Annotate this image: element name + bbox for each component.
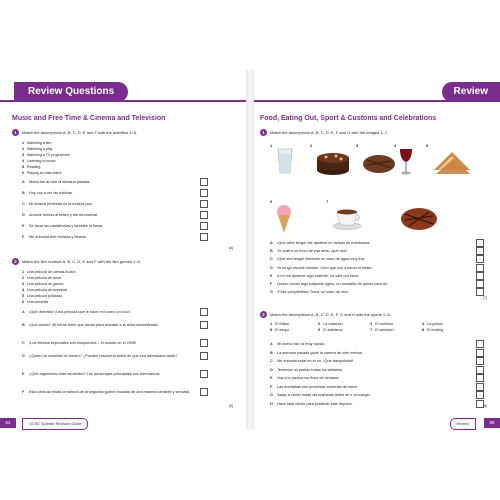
match-item: [270, 266, 373, 270]
match-item-text: ¡Qué calor tengo! Me apetece un helado de frambuesa.: [277, 241, 371, 245]
left-q1-number: 1: [12, 129, 19, 136]
image-number-label: 1: [270, 144, 273, 148]
match-item-letter: F: [22, 235, 25, 239]
steak-image: [362, 152, 396, 174]
match-item: [22, 372, 192, 376]
match-item-letter: C: [22, 202, 25, 206]
sport-item: [370, 322, 393, 326]
sport-number: 8: [422, 328, 425, 332]
match-item: [22, 213, 98, 217]
match-item-text: ¡Qué acción! ¡El héroe tiene que luchar para rescatar a la reina secuestrada!: [29, 323, 158, 327]
match-item-letter: F: [270, 282, 273, 286]
right-q2-instruction: Match the descriptions A, B, C, D, E, F, G and H with the sports 1–8.: [270, 312, 391, 317]
left-page: [0, 70, 246, 430]
image-number-label: 3: [356, 144, 359, 148]
match-item-text: Esta película relata la historia de la segunda guerra mundial de una manera sensible y sensata.: [29, 390, 190, 394]
match-item-letter: E: [270, 273, 273, 278]
image-number-label: 6: [270, 200, 273, 204]
genre-number: 2: [22, 276, 24, 280]
match-item-letter: G: [270, 290, 273, 295]
match-item-text: ¡Feliz cumpleaños! Toma, un vaso de vino.: [277, 290, 349, 295]
match-item-letter: B: [270, 249, 273, 254]
coffee-cup-image: [332, 206, 362, 230]
match-item: [22, 191, 73, 195]
answer-box[interactable]: [200, 233, 208, 241]
right-header-title: Review: [442, 82, 500, 102]
answer-box[interactable]: [476, 391, 484, 399]
match-item-letter: F: [270, 384, 273, 389]
book-spread: [0, 70, 500, 430]
match-item-text: Yo tengo mucha hambre. Creo que voy a tomar el bistec.: [277, 265, 373, 270]
match-item-text: Me encanta leer revistas y tebeos.: [29, 235, 87, 239]
answer-box[interactable]: [476, 264, 484, 272]
right-q1-instruction: Match the descriptions A, B, C, D, E, F and G with the images 1–7.: [270, 130, 389, 135]
match-item: [270, 368, 343, 372]
match-item: [270, 351, 363, 355]
match-item-letter: F: [22, 390, 25, 394]
left-q1-instruction: Match the descriptions A, B, C, D, E and F with the activities 1–6.: [22, 130, 138, 135]
match-item-text: Sé tocar las castañuelas y también la flauta.: [29, 224, 104, 228]
sport-number: 4: [422, 322, 425, 326]
sport-name: El footing: [427, 328, 443, 332]
right-page: [254, 70, 500, 430]
sport-number: 2: [318, 322, 321, 326]
left-q2-instruction: Match the film reviews A, B, C, D, E and F with the film genres 1–6.: [22, 259, 141, 264]
answer-box[interactable]: [476, 366, 484, 374]
answer-box[interactable]: [200, 222, 208, 230]
cheese-sandwich-image: [432, 150, 472, 176]
match-item: [270, 290, 349, 294]
answer-box[interactable]: [476, 383, 484, 391]
book-gutter: [246, 70, 254, 430]
match-item: [22, 390, 192, 394]
genre-text: Una comedia: [27, 300, 49, 304]
sport-item: [318, 322, 343, 326]
sport-name: El windsurf: [375, 328, 394, 332]
match-item-letter: E: [270, 376, 273, 380]
match-item-text: Yo quiero un trozo de esa tarta, ¡qué rica!: [277, 249, 347, 254]
answer-box[interactable]: [476, 374, 484, 382]
image-number-label: 2: [310, 144, 313, 148]
match-item-letter: B: [270, 350, 273, 355]
chocolate-cake-image: [316, 150, 350, 176]
right-section-title: Food, Eating Out, Sport & Customs and Celebrations: [260, 115, 437, 122]
sport-name: El atletismo: [323, 328, 343, 332]
match-item-letter: D: [270, 367, 273, 372]
sport-item: [370, 328, 394, 332]
sport-number: 5: [270, 328, 273, 332]
image-number-label: 5: [426, 144, 429, 148]
match-item-text: ¡Qué sed tengo! Necesito un vaso de agua muy fría.: [277, 257, 366, 262]
match-item-letter: A: [270, 342, 273, 346]
answer-box[interactable]: [200, 211, 208, 219]
match-item-letter: C: [22, 341, 25, 345]
answer-box[interactable]: [476, 272, 484, 280]
answer-box[interactable]: [476, 239, 484, 247]
match-item: [270, 342, 325, 346]
left-section-title: Music and Free Time & Cinema and Television: [12, 115, 166, 122]
sport-item: [422, 322, 443, 326]
match-item-text: Marta fue al cine la semana pasada.: [29, 180, 91, 184]
match-item-letter: E: [22, 372, 25, 376]
match-item-text: ¡Qué divertido! ¡Una película que te hace reír como un loco!: [29, 310, 130, 314]
activity-number: 1: [22, 141, 24, 145]
activity-number: 3: [22, 153, 24, 157]
match-item: [270, 359, 353, 363]
genre: [22, 299, 76, 305]
match-item-text: ¿Quién ha cometido el crimen? ¿Pueden resolverlo antes de que sea demasiado tarde?: [29, 354, 178, 358]
activities-list: [22, 140, 70, 176]
answer-box[interactable]: [200, 189, 208, 197]
activity-number: 2: [22, 147, 24, 151]
match-item: [22, 341, 192, 345]
sport-number: 1: [270, 322, 273, 326]
activity: [22, 170, 70, 176]
match-item-text: Mi nuevo bici va muy rápido.: [277, 342, 326, 346]
match-item-text: Las montañas son preciosas cubiertas de nieve.: [277, 384, 359, 389]
genre-text: Una película de ciencia-ficción: [27, 270, 76, 274]
match-item: [270, 393, 371, 397]
sport-item: [422, 328, 443, 332]
match-item-text: Mi música preferida es la música pop.: [29, 202, 93, 206]
match-item: [22, 323, 192, 327]
match-item-letter: E: [22, 224, 25, 228]
sport-number: 3: [370, 322, 373, 326]
activity-text: Reading: [27, 165, 41, 169]
answer-box[interactable]: [476, 255, 484, 263]
match-item-text: Hace falta viento para practicar este deporte.: [277, 401, 353, 406]
genre-number: 3: [22, 282, 24, 286]
answer-box[interactable]: [476, 349, 484, 357]
match-item: [270, 257, 365, 261]
genre-text: Una película policíaca: [27, 294, 63, 298]
match-item-letter: D: [22, 213, 25, 217]
answer-box[interactable]: [476, 247, 484, 255]
sport-item: [270, 328, 289, 332]
match-item-letter: H: [270, 401, 273, 406]
match-item-letter: A: [270, 241, 273, 245]
genre-number: 6: [22, 300, 24, 304]
left-footer-title: GCSE Spanish Revision Guide: [22, 418, 88, 430]
match-item: [270, 249, 347, 253]
glass-of-water-image: [276, 148, 294, 174]
sport-name: El esquí: [275, 328, 289, 332]
match-item-text: Hoy voy a ver las noticias.: [29, 191, 74, 195]
sport-number: 7: [370, 328, 373, 332]
match-item: [22, 310, 192, 314]
answer-box[interactable]: [476, 340, 484, 348]
match-item: [22, 180, 90, 184]
match-item: [270, 376, 339, 380]
sport-name: El ciclismo: [375, 322, 394, 326]
right-footer-title: Review: [450, 418, 476, 430]
match-item-letter: C: [270, 257, 273, 262]
answer-box[interactable]: [200, 308, 208, 316]
genre-number: 5: [22, 294, 24, 298]
activity-number: 6: [22, 171, 24, 175]
match-item: [270, 241, 370, 245]
grilled-steak-image: [399, 204, 439, 232]
match-item: [22, 354, 192, 358]
answer-box[interactable]: [476, 357, 484, 365]
match-item-text: Tenemos un partido todos los sábados.: [277, 367, 344, 372]
match-item-text: Quiero comer algo bastante ligero, un bocadillo de queso para mí.: [277, 282, 389, 286]
activity-text: Listening to music: [27, 159, 56, 163]
right-header: [254, 82, 500, 102]
activity-text: Watching a play: [27, 147, 53, 151]
right-q1-number: 1: [260, 129, 267, 136]
left-q2-number: 2: [12, 258, 19, 265]
match-item: [270, 274, 359, 278]
match-item: [270, 385, 358, 389]
match-item-text: Anoche fuimos al teatro y fue fenomenal.: [29, 213, 99, 217]
genre-text: Una película de amor: [27, 276, 62, 280]
left-header-title: Review Questions: [14, 82, 128, 102]
wine-glass-image: [399, 148, 413, 176]
match-item-letter: G: [270, 393, 273, 397]
match-item-text: ¿Qué argumento más romántico? Los personajes principales son buenísimos.: [29, 372, 161, 376]
answer-box[interactable]: [200, 321, 208, 329]
activity-number: 4: [22, 159, 24, 163]
match-item-text: A mí me apetece algo caliente, un café por favor.: [277, 273, 360, 278]
answer-box[interactable]: [200, 352, 208, 360]
genre-number: 4: [22, 288, 24, 292]
match-item-letter: A: [22, 310, 25, 314]
sport-item: [270, 322, 289, 326]
activity-text: Playing an instrument: [27, 171, 62, 175]
sport-item: [318, 328, 343, 332]
right-q2-marks: [8]: [483, 404, 487, 408]
answer-box[interactable]: [200, 200, 208, 208]
match-item-text: ¡Los efectos especiales son estupendos – el mundo en el 2099!: [29, 341, 137, 345]
left-q1-marks: [6]: [229, 246, 233, 250]
genre-text: Una película de guerra: [27, 282, 64, 286]
right-q1-marks: [7]: [483, 296, 487, 300]
ice-cream-image: [276, 204, 292, 234]
match-item: [270, 282, 388, 286]
sport-name: El fútbol: [275, 322, 289, 326]
activity-number: 5: [22, 165, 24, 169]
right-footer: [254, 416, 500, 430]
answer-box[interactable]: [200, 339, 208, 347]
genres-list: [22, 269, 76, 305]
match-item: [22, 202, 93, 206]
match-item-text: La semana pasada gané la carrera de cien metros.: [277, 350, 363, 355]
match-item-letter: C: [270, 359, 273, 363]
answer-box[interactable]: [200, 370, 208, 378]
match-item-letter: A: [22, 180, 25, 184]
genre-number: 1: [22, 270, 24, 274]
image-number-label: 4: [394, 144, 397, 148]
activity-text: Watching a TV programme: [27, 153, 70, 157]
image-number-label: 7: [326, 200, 329, 204]
match-item-text: Voy a la piscina los fines de semana.: [277, 376, 340, 380]
sport-number: 6: [318, 328, 321, 332]
genre-text: Una película de aventura: [27, 288, 67, 292]
right-q2-number: 2: [260, 311, 267, 318]
left-footer: [0, 416, 246, 430]
match-item-letter: D: [22, 354, 25, 358]
match-item-letter: B: [22, 323, 25, 327]
match-item-text: Salgo a correr todas las mañanas antes de ir al colegio.: [277, 393, 371, 397]
sport-name: La natación: [323, 322, 343, 326]
answer-box[interactable]: [476, 288, 484, 296]
answer-box[interactable]: [200, 178, 208, 186]
left-page-number: 54: [0, 418, 16, 428]
answer-box[interactable]: [200, 388, 208, 396]
match-item-letter: B: [22, 191, 25, 195]
activity-text: Watching a film: [27, 141, 52, 145]
match-item-text: Me encanta estar en el río. ¡Qué tranquilidad!: [277, 359, 354, 363]
answer-box[interactable]: [476, 280, 484, 288]
match-item: [22, 235, 87, 239]
left-q2-marks: [6]: [229, 404, 233, 408]
left-header: [0, 82, 246, 102]
match-item-letter: D: [270, 265, 273, 270]
match-item: [22, 224, 103, 228]
match-item: [270, 402, 353, 406]
right-page-number: 55: [484, 418, 500, 428]
sport-name: La pesca: [427, 322, 443, 326]
